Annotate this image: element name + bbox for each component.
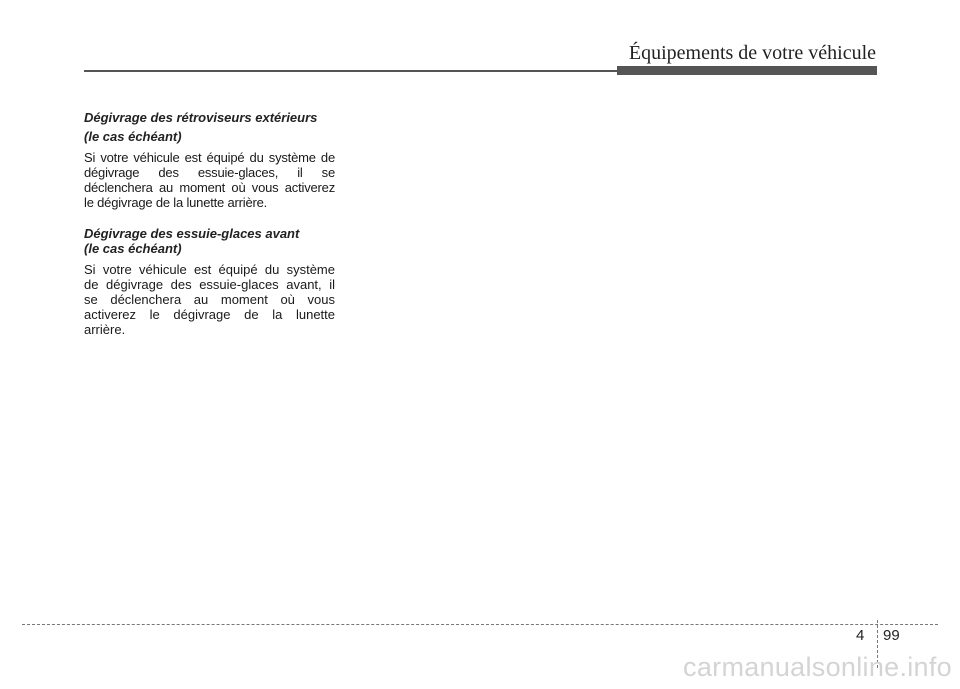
paragraph-line: de dégivrage des essuie-glaces avant, il bbox=[84, 277, 335, 292]
watermark: carmanualsonline.info bbox=[683, 652, 952, 682]
section-paragraph bbox=[84, 150, 335, 210]
page-content bbox=[84, 108, 335, 353]
paragraph-line: déclenchera au moment où vous activerez bbox=[84, 180, 335, 195]
paragraph-line: dégivrage des essuie-glaces, il se bbox=[84, 165, 335, 180]
section-heading bbox=[84, 226, 335, 256]
paragraph-line: Si votre véhicule est équipé du système de bbox=[84, 150, 335, 165]
header-rule-thin bbox=[84, 70, 618, 72]
chapter-title: Équipements de votre véhicule bbox=[628, 42, 876, 64]
paragraph-line: le dégivrage de la lunette arrière. bbox=[84, 195, 268, 210]
paragraph-line: Si votre véhicule est équipé du système bbox=[84, 262, 335, 277]
paragraph-line: activerez le dégivrage de la lunette bbox=[84, 307, 335, 322]
header-rule-thick bbox=[617, 66, 877, 75]
page-number: 99 bbox=[883, 627, 900, 644]
paragraph-line: arrière. bbox=[84, 322, 126, 337]
section-heading-line: (le cas échéant) bbox=[84, 241, 182, 256]
chapter-number: 4 bbox=[856, 627, 865, 644]
section-heading-line: (le cas échéant) bbox=[84, 129, 182, 144]
section-heading-line: Dégivrage des essuie-glaces avant bbox=[84, 226, 300, 241]
section-paragraph bbox=[84, 262, 335, 337]
paragraph-line: se déclenchera au moment où vous bbox=[84, 292, 335, 307]
section-heading-line: Dégivrage des rétroviseurs extérieurs bbox=[84, 110, 318, 125]
section-heading bbox=[84, 108, 335, 146]
footer-dashed-rule bbox=[22, 624, 938, 625]
